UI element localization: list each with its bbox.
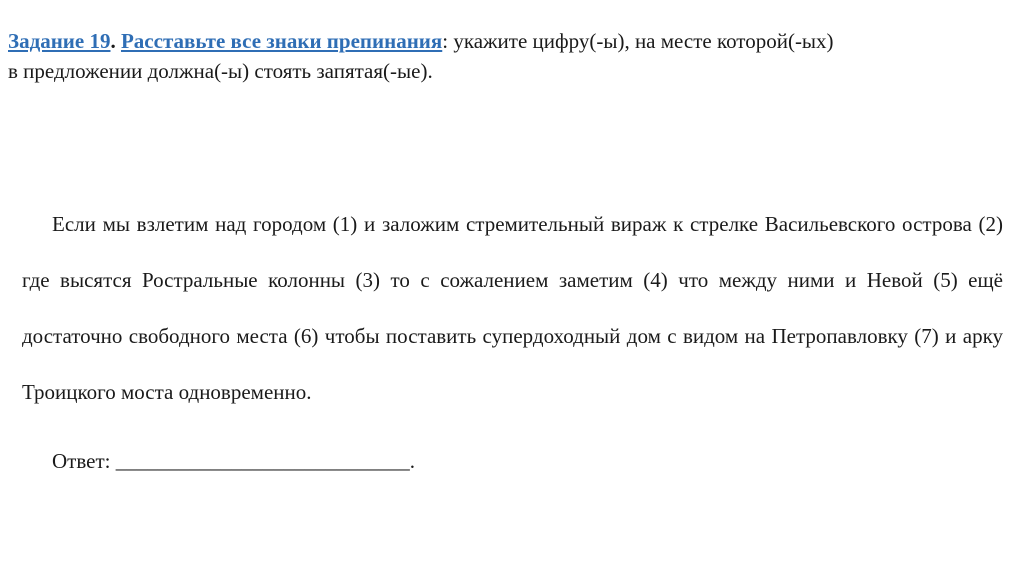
- answer-line: [52, 446, 415, 476]
- task-instruction-line2: в предложении должна(-ы) стоять запятая(-ые).: [8, 59, 433, 83]
- passage-text: Если мы взлетим над городом (1) и заложим стремительный вираж к стрелке Васильевского острова (2) где высятся Ростральные колонны (3) то с сожалением заметим (4) что между ними и Невой (5) ещё достаточно свободного места (6) чтобы поставить супердоходный дом с видом на Петропавловку (7) и арку Троицкого моста одновременно.: [22, 212, 1003, 404]
- answer-label: Ответ:: [52, 449, 111, 473]
- task-header: [8, 26, 1018, 86]
- task-number-dot: .: [110, 29, 116, 53]
- answer-blank[interactable]: ____________________________.: [115, 449, 415, 473]
- task-title-colon: :: [442, 29, 449, 53]
- task-instruction-line1: укажите цифру(-ы), на месте которой(-ых): [448, 29, 834, 53]
- task-number-link[interactable]: Задание 19: [8, 29, 111, 53]
- task-title-link[interactable]: Расставьте все знаки препинания: [120, 29, 443, 53]
